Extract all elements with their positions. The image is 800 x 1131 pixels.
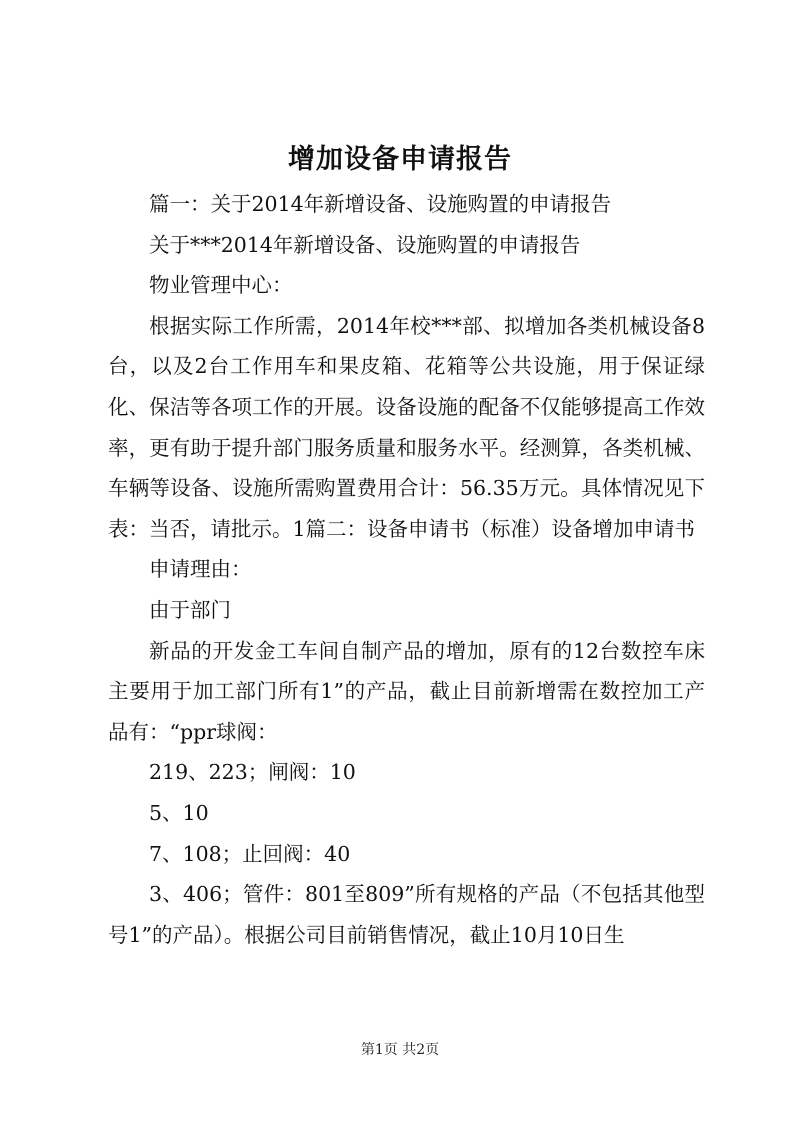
paragraph-list-line-1: 219、223；闸阀：10 xyxy=(149,760,356,785)
paragraph-recipient: 物业管理中心： xyxy=(149,273,293,298)
paragraph-new-products: 新品的开发金工车间自制产品的增加，原有的12台数控车床主要用于加工部门所有1”的产品，截止目前新增需在数控加工产品有：“ppr球阀： xyxy=(108,638,705,744)
paragraph-heading-part1: 篇一：关于2014年新增设备、设施购置的申请报告 xyxy=(149,192,612,216)
paragraph-report-title: 关于***2014年新增设备、设施购置的申请报告 xyxy=(149,232,581,257)
document-body xyxy=(108,184,705,955)
paragraph-fittings: 3、406；管件：801至809”所有规格的产品（不包括其他型号1”的产品）。根据公司目前销售情况，截止10月10日生 xyxy=(108,882,705,947)
paragraph-reason-label: 申请理由： xyxy=(149,557,252,582)
paragraph-list-line-3: 7、108；止回阀：40 xyxy=(149,841,351,866)
paragraph-list-line-2: 5、10 xyxy=(149,800,209,825)
page-footer: 第1页 共2页 xyxy=(360,1042,440,1058)
document-title: 增加设备申请报告 xyxy=(288,144,512,175)
paragraph-department: 由于部门 xyxy=(149,597,231,622)
paragraph-request-body: 根据实际工作所需，2014年校***部、拟增加各类机械设备8台，以及2台工作用车和果皮箱、花箱等公共设施，用于保证绿化、保洁等各项工作的开展。设备设施的配备不仅能够提高工作效率，更有助于提升部门服务质量和服务水平。经测算，各类机械、车辆等设备、设施所需购置费用合计：56.35万元。具体情况见下表：当否，请批示。1篇二：设备申请书（标准）设备增加申请书 xyxy=(108,313,705,541)
